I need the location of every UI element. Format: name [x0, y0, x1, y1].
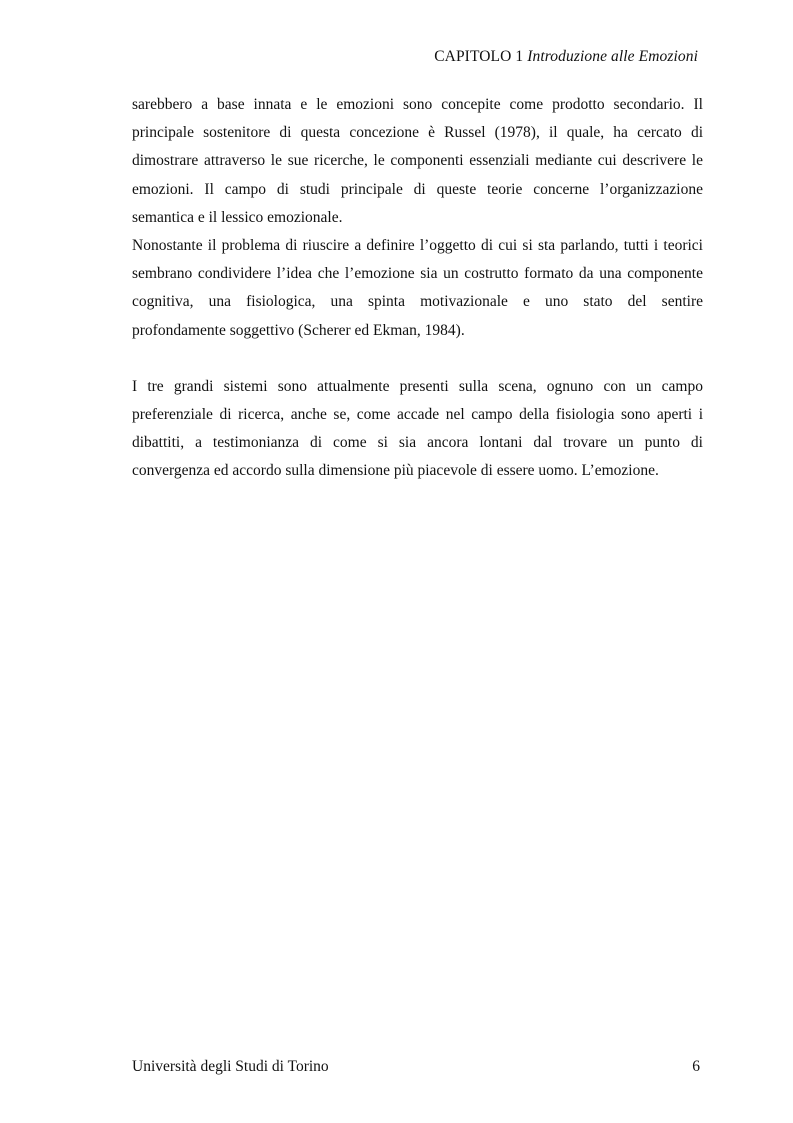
text-line: convergenza ed accordo sulla dimensione più piacevole di essere uomo. L’emozione.: [132, 462, 659, 480]
text-line: Nonostante il problema di riuscire a definire l’oggetto di cui si sta parlando, tutti i teorici: [132, 236, 703, 254]
running-header: [434, 48, 698, 66]
chapter-subtitle: Introduzione alle Emozioni: [527, 48, 698, 65]
text-line: cognitiva, una fisiologica, una spinta motivazionale e uno stato del sentire: [132, 293, 703, 311]
paragraph-3: [132, 373, 703, 486]
university-name: Università degli Studi di Torino: [132, 1058, 329, 1075]
text-line: semantica e il lessico emozionale.: [132, 208, 343, 226]
paragraph-1: [132, 91, 703, 232]
text-line: sarebbero a base innata e le emozioni sono concepite come prodotto secondario. Il: [132, 96, 703, 113]
text-line: emozioni. Il campo di studi principale di queste teorie concerne l’organizzazione: [132, 180, 703, 198]
text-line: dibattiti, a testimonianza di come si sia ancora lontani dal trovare un punto di: [132, 434, 703, 452]
text-line: sembrano condividere l’idea che l’emozione sia un costrutto formato da una componente: [132, 265, 703, 283]
page-number: 6: [692, 1058, 700, 1075]
body-text: [132, 91, 703, 486]
paragraph-2: [132, 232, 703, 345]
chapter-label: CAPITOLO 1: [434, 48, 524, 65]
text-line: I tre grandi sistemi sono attualmente presenti sulla scena, ognuno con un campo: [132, 377, 703, 395]
text-line: preferenziale di ricerca, anche se, come accade nel campo della fisiologia sono aperti i: [132, 406, 703, 424]
text-line: profondamente soggettivo (Scherer ed Ekman, 1984).: [132, 321, 465, 339]
text-line: dimostrare attraverso le sue ricerche, le componenti essenziali mediante cui descrivere le: [132, 152, 703, 170]
text-line: principale sostenitore di questa concezione è Russel (1978), il quale, ha cercato di: [132, 124, 703, 142]
paragraph-spacer: [132, 345, 703, 373]
